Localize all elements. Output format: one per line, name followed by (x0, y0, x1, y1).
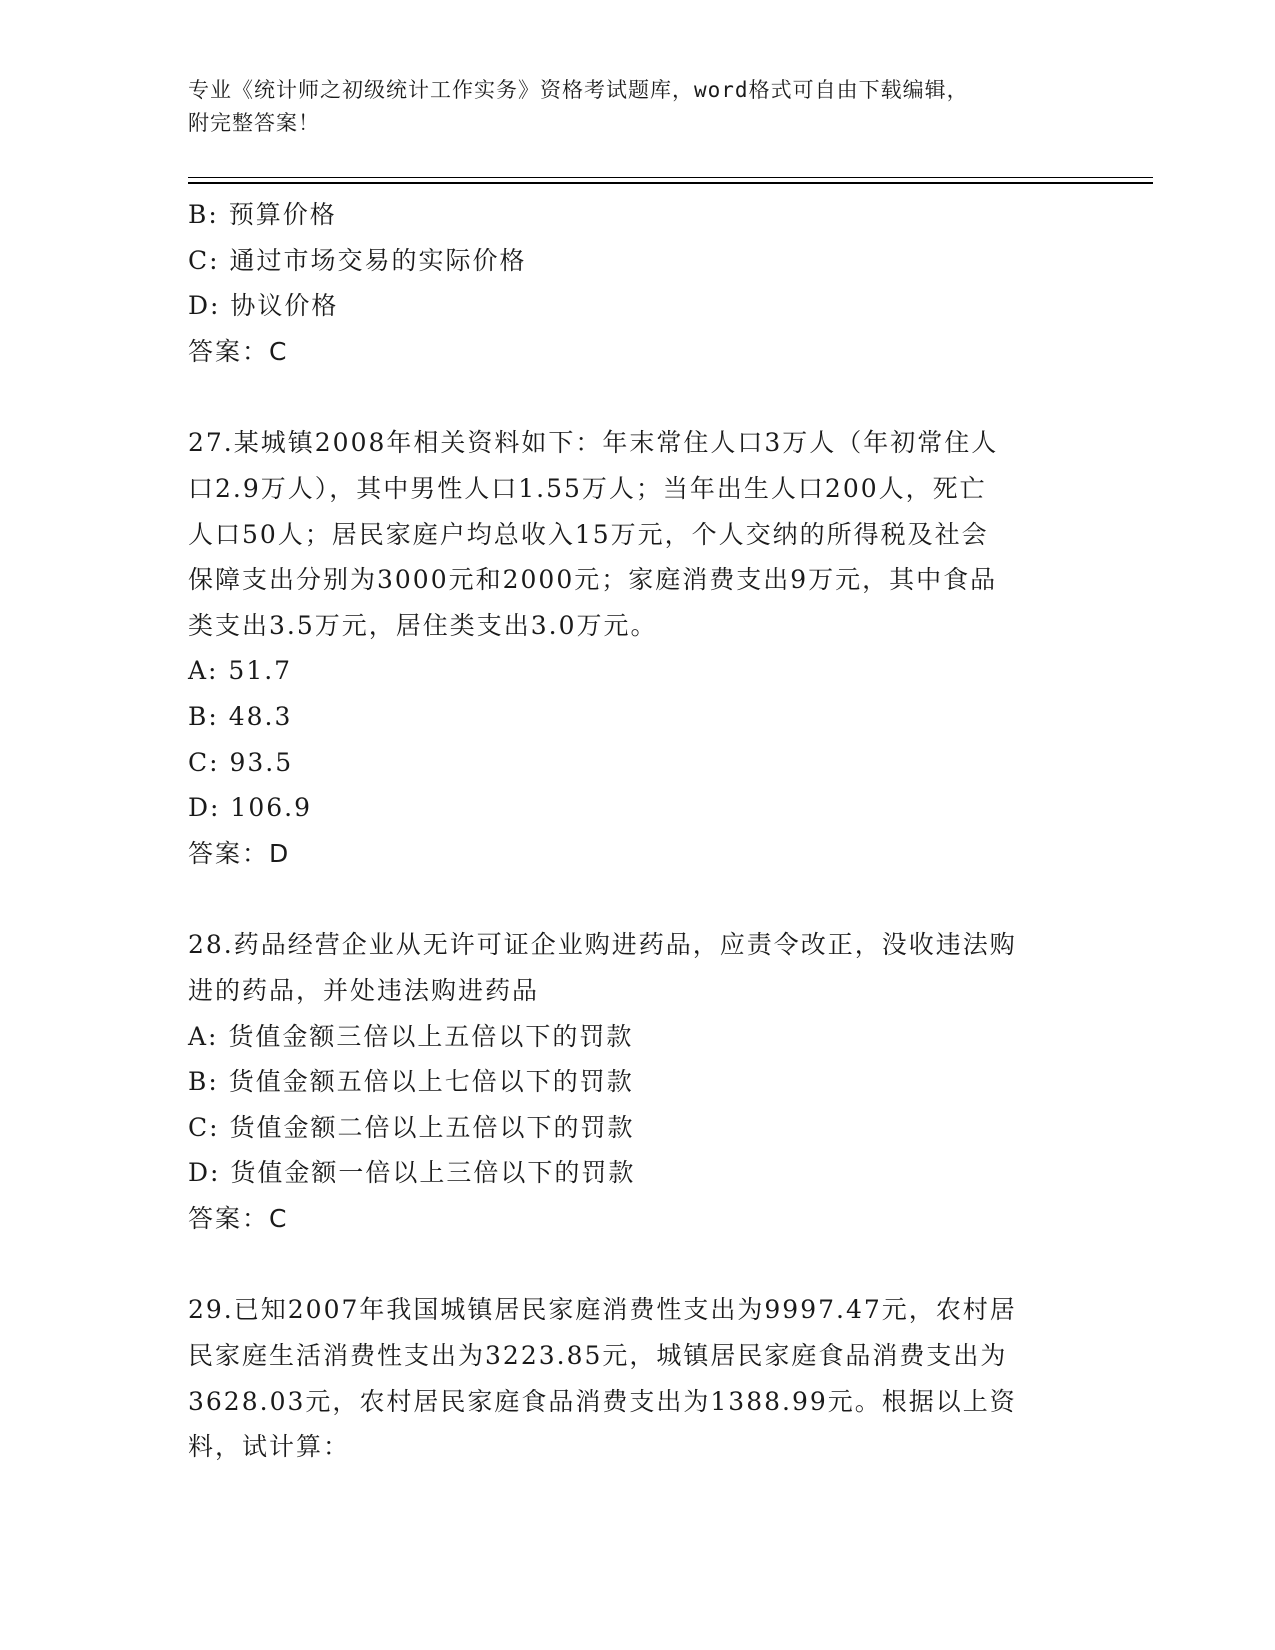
question-27 (188, 420, 1088, 876)
question-stem-line: 人口50人；居民家庭户均总收入15万元，个人交纳的所得税及社会 (188, 519, 989, 549)
option-c: C: 货值金额二倍以上五倍以下的罚款 (188, 1112, 635, 1142)
question-26 (188, 192, 1088, 374)
option-d: D: 货值金额一倍以上三倍以下的罚款 (188, 1158, 636, 1188)
option-b: B: 48.3 (188, 701, 293, 731)
question-stem-line: 类支出3.5万元，居住类支出3.0万元。 (188, 610, 658, 640)
option-b: B: 预算价格 (188, 200, 337, 229)
spacer (188, 1241, 1088, 1287)
option-a: A: 51.7 (188, 656, 293, 686)
header-divider-thick (188, 182, 1153, 184)
option-d: D: 106.9 (188, 793, 312, 823)
document-header (188, 74, 1088, 140)
question-stem-line: 口2.9万人），其中男性人口1.55万人；当年出生人口200人，死亡 (188, 473, 987, 503)
option-d: D: 协议价格 (188, 291, 339, 321)
header-divider-thin (188, 177, 1153, 178)
question-stem-line: 进的药品，并处违法购进药品 (188, 975, 540, 1005)
option-a: A: 货值金额三倍以上五倍以下的罚款 (188, 1021, 634, 1051)
question-content (188, 192, 1088, 1470)
question-28 (188, 922, 1088, 1241)
question-stem-line: 27.某城镇2008年相关资料如下：年末常住人口3万人（年初常住人 (188, 428, 999, 458)
spacer (188, 876, 1088, 922)
header-line-2: 附完整答案！ (188, 111, 320, 135)
option-b: B: 货值金额五倍以上七倍以下的罚款 (188, 1067, 634, 1097)
question-29 (188, 1287, 1088, 1469)
question-stem-line: 保障支出分别为3000元和2000元；家庭消费支出9万元，其中食品 (188, 565, 998, 595)
question-stem-line: 3628.03元，农村居民家庭食品消费支出为1388.99元。根据以上资 (188, 1386, 1017, 1416)
question-stem-line: 28.药品经营企业从无许可证企业购进药品，应责令改正，没收违法购 (188, 930, 1017, 960)
answer-line: 答案：C (188, 1203, 289, 1233)
option-c: C: 93.5 (188, 747, 294, 777)
header-line-1: 专业《统计师之初级统计工作实务》资格考试题库，word格式可自由下载编辑， (188, 78, 969, 102)
answer-line: 答案：D (188, 838, 291, 868)
spacer (188, 374, 1088, 420)
question-stem-line: 料，试计算： (188, 1432, 351, 1462)
answer-line: 答案：C (188, 336, 289, 366)
question-stem-line: 民家庭生活消费性支出为3223.85元，城镇居民家庭食品消费支出为 (188, 1341, 1008, 1371)
question-stem-line: 29.已知2007年我国城镇居民家庭消费性支出为9997.47元，农村居 (188, 1295, 1017, 1325)
option-c: C: 通过市场交易的实际价格 (188, 245, 527, 275)
